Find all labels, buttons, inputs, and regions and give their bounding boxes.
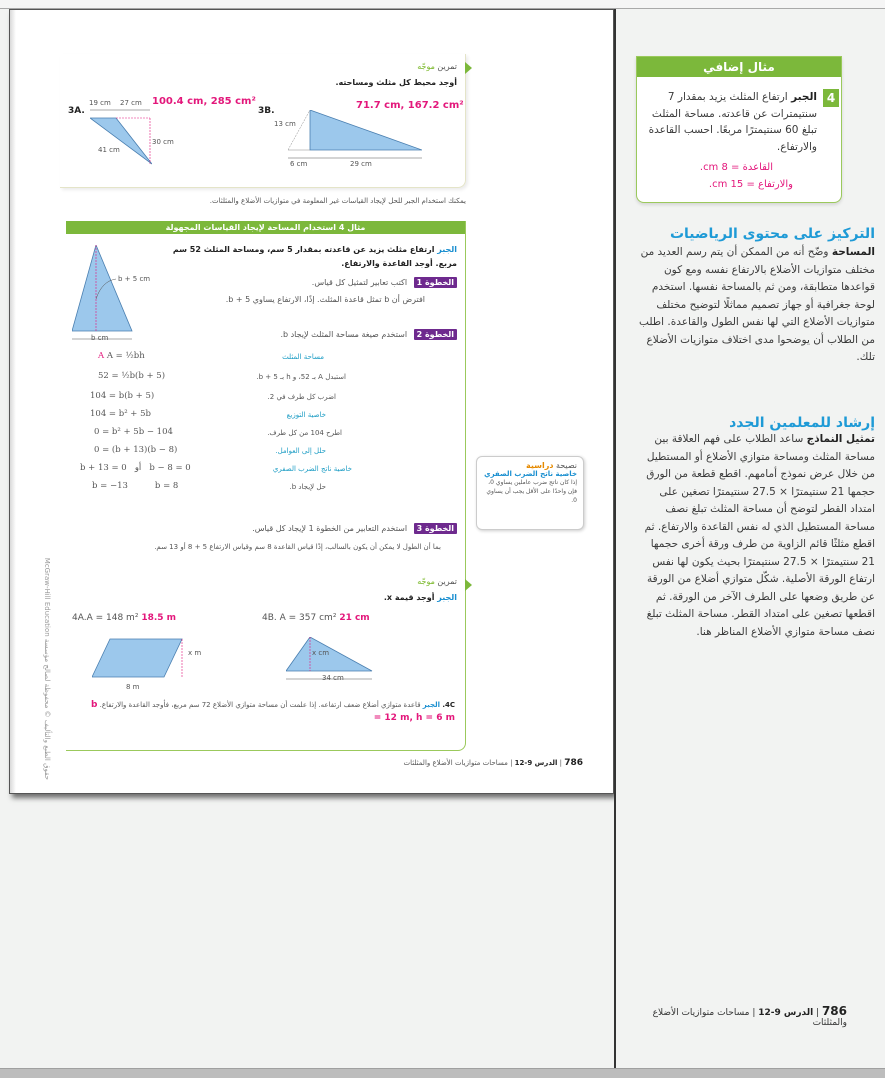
eq-row: 0 = b² + 5b − 104 [94, 427, 173, 437]
eq-row: A A = ½bh [98, 351, 145, 361]
guided-practice-label: تمرين موجّه [417, 62, 457, 71]
reason-row: اضرب كل طرف في 2. [267, 393, 336, 401]
label-b-cm: b cm [91, 334, 109, 342]
example-number-badge: 4 [823, 89, 839, 107]
step-1-badge: الخطوة 1 [414, 277, 457, 288]
example-4-panel [66, 221, 466, 751]
problem-3b-answer: 71.7 cm, 167.2 cm² [356, 100, 464, 111]
focus-heading: التركيز على محتوى الرياضيات [669, 226, 875, 242]
page-footer: 786 | الدرس 9-12 | مساحات متوازيات الأضلاع والمثلثات [403, 758, 583, 768]
reason-row: اطرح 104 من كل طرف. [267, 429, 342, 437]
teacher-tips-heading: إرشاد للمعلمين الجدد [729, 415, 875, 431]
extra-example-header: مثال إضافي [637, 57, 841, 77]
teacher-tips-body: تمثيل النماذج ساعد الطلاب على فهم العلاقة بين مساحة المثلث ومساحة متوازي الأضلاع أو المستطيل من خلال عرض نموذج أمامهم. اقطع قطعة من الورق حجمها 21 سنتيمترًا × 27.5 سنتيمترًا تصغين على امتداد القطر لتوضح أن مساحة المثلث تبلغ نصف مساحة المستطيل الذي له نفس القاعدة والارتفاع. ثم اقطع مثلثًا قائم الزاوية من طرف ورقة أخرى حجمها 21 سنتيمترًا × 27.5 سنتيمترًا بحيث يكون لها نفس ارتفاع الورقة الأصلية. شكّل متوازي أضلاع من الورقة عن طريق وضعها على الطرف الآخر من الورقة. ثم اقطعها تصغين على امتداد القطر. مساحة المثلث تبلغ نصف مساحة متوازي الأضلاع المناظر هنا. [644, 433, 875, 638]
extra-example-text: الجبر ارتفاع المثلث يزيد بمقدار 7 سنتيمترات عن قاعدته. مساحة المثلث تبلغ 60 سنتيمترًا مربعًا. احسب القاعدة والارتفاع. [648, 91, 817, 153]
example-triangle-figure [72, 245, 144, 345]
eq-row: 104 = b(b + 5) [90, 391, 155, 401]
reason-row: حلل إلى العوامل. [275, 447, 326, 455]
eq-row: b = −13 b = 8 [92, 481, 179, 491]
dim-34cm: 34 cm [322, 674, 344, 682]
focus-body: المساحة وضّح أنه من الممكن أن يتم رسم العديد من مختلف متوازيات الأضلاع بالارتفاع نفسه ومع كون قواعدها متطابقة، ومن ثم بالمساحة نفسها. استخدم لوحة جغرافية أو جهاز تصميم مماثلًا لتوضيح مختلف متوازيات الأضلاع التي لها نفس الطول والقاعدة. اطلب من الطلاب أن يوضحوا مدى اختلاف متوازيات الأضلاع تلك. [639, 246, 875, 363]
study-tip-text: إذا كان ناتج ضرب عاملين يساوي 0، فإن واحدًا على الأقل يجب أن يساوي 0. [486, 479, 577, 504]
intro-line: يمكنك استخدام الجبر للحل لإيجاد القياسات غير المعلومة في متوازيات الأضلاع والمثلثات. [209, 197, 466, 205]
triangle-3a-figure [90, 106, 152, 168]
example-4-header: مثال 4 استخدام المساحة لإيجاد القياسات المجهولة [66, 221, 465, 234]
eq-row: 104 = b² + 5b [90, 409, 151, 419]
top-border [0, 0, 885, 9]
eq-row: 52 = ½b(b + 5) [98, 371, 166, 381]
guided-practice-instruction: أوجد محيط كل مثلث ومساحته. [335, 78, 457, 87]
dim-19cm: 19 cm [89, 99, 111, 107]
problem-4c: 4C. الجبر قاعدة متوازي أضلاع ضعف ارتفاعه. إذا علمت أن مساحة متوازي الأضلاع 72 سم مربع، فأوجد القاعدة والارتفاع. b = 12 m, h = 6 m [90, 700, 455, 723]
parallelogram-4a-figure [92, 637, 192, 685]
problem-3a-id: 3A. [68, 106, 85, 116]
sidebar-footer: 786 | الدرس 9-12 | مساحات متوازيات الأضلاع والمثلثات [652, 1004, 847, 1028]
study-tip-callout [476, 456, 584, 530]
guided-practice-2-instruction: الجبر أوجد قيمة x. [383, 593, 457, 602]
answer-base: القاعدة = 8 cm. [699, 162, 773, 173]
dim-41cm: 41 cm [98, 146, 120, 154]
bottom-border [0, 1068, 885, 1078]
problem-4b: 4B. A = 357 cm² 21 cm [262, 613, 370, 623]
study-tip-title: خاصية ناتج الضرب الصفري [484, 470, 577, 478]
reason-row: مساحة المثلث [282, 353, 324, 361]
green-tab-marker [465, 62, 472, 74]
reason-row: استبدل A بـ 52، و h بـ b + 5. [256, 373, 346, 381]
extra-example-panel [636, 56, 842, 203]
dim-6cm: 6 cm [290, 160, 308, 168]
label-b-plus-5: b + 5 cm [118, 275, 151, 283]
dim-13cm: 13 cm [274, 120, 296, 128]
problem-3a-answer: 100.4 cm, 285 cm² [152, 96, 256, 107]
reason-row: حل لإيجاد b. [289, 483, 326, 491]
triangle-3b-figure [288, 110, 422, 166]
dim-x-cm: x cm [312, 649, 330, 657]
dim-27cm: 27 cm [120, 99, 142, 107]
page-spine [10, 10, 16, 793]
step-1-text: افترض أن b تمثل قاعدة المثلث. إذًا، الارتفاع يساوي b + 5. [225, 295, 425, 304]
reason-row: خاصية ناتج الضرب الصفري [272, 465, 352, 473]
dim-29cm: 29 cm [350, 160, 372, 168]
problem-4a: 4A.A = 148 m² 18.5 m [72, 613, 177, 623]
eq-row: b + 13 = 0 أو b − 8 = 0 [80, 463, 191, 473]
side-credit: حقوق الطبع والتأليف © محفوظة لصالح مؤسسة McGraw-Hill Education [43, 557, 51, 780]
step-2-badge: الخطوة 2 [414, 329, 457, 340]
guided-practice-2-label: تمرين موجّه [417, 577, 457, 586]
green-tab-marker [465, 579, 472, 591]
answer-height: والارتفاع = 15 cm. [708, 179, 793, 190]
dim-x-m: x m [188, 649, 202, 657]
study-tip-label: نصيحة دراسية [525, 461, 577, 470]
dim-30cm: 30 cm [152, 138, 174, 146]
step-3-text: بما أن الطول لا يمكن أن يكون بالسالب، إذًا قياس القاعدة 8 سم وقياس الارتفاع 5 + 8 أو 13 سم. [154, 543, 441, 551]
reason-row: خاصية التوزيع [286, 411, 326, 419]
guided-practice-1-panel [60, 54, 466, 188]
textbook-page [9, 9, 614, 794]
step-3: الخطوة 3 استخدم التعابير من الخطوة 1 لإيجاد كل قياس. [252, 523, 457, 534]
problem-3b-id: 3B. [258, 106, 275, 116]
step-3-badge: الخطوة 3 [414, 523, 457, 534]
step-2: الخطوة 2 استخدم صيغة مساحة المثلث لإيجاد b. [280, 329, 457, 340]
example-problem: الجبر ارتفاع مثلث يزيد عن قاعدته بمقدار 5 سم، ومساحة المثلث 52 سم مربع. أوجد القاعدة والارتفاع. [172, 245, 457, 268]
step-1: الخطوة 1 اكتب تعابير لتمثيل كل قياس. [312, 277, 457, 288]
dim-8m: 8 m [126, 683, 140, 691]
eq-row: 0 = (b + 13)(b − 8) [94, 445, 178, 455]
teacher-sidebar [614, 9, 885, 1068]
